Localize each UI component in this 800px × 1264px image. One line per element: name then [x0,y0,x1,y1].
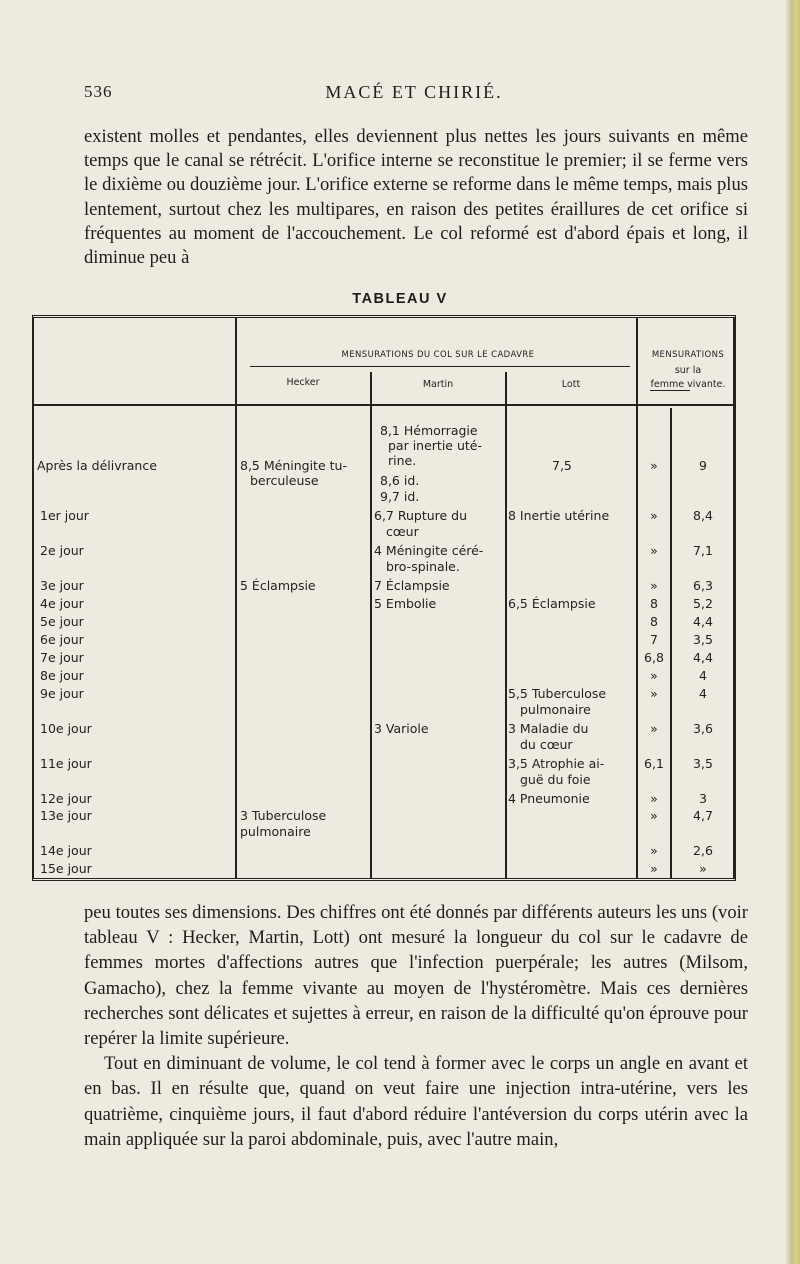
cell-lott: 3 Maladie du [508,721,589,736]
cell-martin: 9,7 id. [380,489,420,504]
cell-vivante-1: » [650,861,658,876]
row-label: 13e jour [40,808,92,823]
row-label: 1er jour [40,508,89,523]
group-label-vivante-3: femme vivante. [650,379,726,390]
cell-vivante-1: » [650,686,658,701]
cell-lott: 4 Pneumonie [508,791,590,806]
row-label: 6e jour [40,632,84,647]
cell-vivante-2: 4 [699,686,707,701]
header-rule [32,404,736,406]
table-title: TABLEAU V [352,291,448,307]
row-label: 3e jour [40,578,84,593]
cell-martin: 6,7 Rupture du [374,508,468,523]
row-label: 11e jour [40,756,92,771]
cell-martin: 7 Éclampsie [374,578,450,593]
cell-hecker: 8,5 Méningite tu- [240,458,347,473]
cell-vivante-2: 4,4 [693,614,713,629]
cell-martin: 8,6 id. [380,473,420,488]
cell-vivante-1: 7 [650,632,658,647]
cell-vivante-1: 6,1 [644,756,664,771]
cell-vivante-1: » [650,458,658,473]
col-header-hecker: Hecker [286,377,320,388]
paragraph-bottom-part2: Tout en diminuant de volume, le col tend à former avec le corps un angle en avant et en bas. Il en résulte que, quand on veut faire une injection intra-utérine, vers les quatrième, cinquième jours, il faut d'abord réduire l'antéversion du corps utérin avec la main appliquée sur la paroi abdominale, puis, avec l'autre main, [84,1053,748,1150]
cell-martin: par inertie uté- [388,438,482,453]
cell-lott: 6,5 Éclampsie [508,596,596,611]
cell-lott: pulmonaire [520,702,591,717]
cell-hecker: 5 Éclampsie [240,578,316,593]
cell-martin: bro-spinale. [386,559,460,574]
col-header-martin: Martin [422,379,454,390]
cell-martin: cœur [386,524,419,539]
col-rule-2 [370,372,372,879]
cell-vivante-2: 3,6 [693,721,713,736]
col-rule-1 [235,318,237,879]
cell-vivante-2: » [699,861,707,876]
cell-lott: 3,5 Atrophie ai- [508,756,605,771]
cell-vivante-1: 8 [650,596,658,611]
col-header-lott: Lott [561,379,581,390]
cell-vivante-2: 4,4 [693,650,713,665]
cell-lott: guë du foie [520,772,591,787]
col-rule-3 [505,372,507,879]
cell-vivante-1: » [650,791,658,806]
cell-vivante-1: » [650,721,658,736]
cell-vivante-1: 8 [650,614,658,629]
row-label: 9e jour [40,686,84,701]
group-label-vivante-2: sur la [674,365,702,376]
cell-vivante-2: 3 [699,791,707,806]
row-label: 7e jour [40,650,84,665]
cell-vivante-1: » [650,668,658,683]
cell-vivante-2: 5,2 [693,596,713,611]
cell-vivante-2: 8,4 [693,508,713,523]
cell-hecker: berculeuse [250,473,319,488]
group-underline [250,366,630,367]
cell-lott: 5,5 Tuberculose [508,686,607,701]
running-title: MACÉ ET CHIRIÉ. [325,82,503,102]
cell-martin: 8,1 Hémorragie [380,423,478,438]
cell-martin: 5 Embolie [374,596,437,611]
row-label: 2e jour [40,543,84,558]
group-label-cadavre: MENSURATIONS DU COL SUR LE CADAVRE [341,350,535,360]
cell-martin: 4 Méningite céré- [374,543,484,558]
row-label: 14e jour [40,843,92,858]
group-label-vivante: MENSURATIONS [651,350,725,360]
cell-vivante-2: 7,1 [693,543,713,558]
cell-vivante-2: 4,7 [693,808,713,823]
cell-lott: du cœur [520,737,573,752]
cell-martin: 3 Variole [374,721,429,736]
paragraph-bottom [84,900,748,1152]
paragraph-bottom-part1: peu toutes ses dimensions. Des chiffres ont été donnés par différents auteurs les uns (voir tableau V : Hecker, Martin, Lott) ont mesuré la longueur du col sur le cadavre de femmes mortes d'affections autres que l'infection puerpérale; les autres (Milsom, Gamacho), chez la femme vivante au moyen de l'hystéromètre. Mais ces dernières recherches sont délicates et sujettes à erreur, en raison de la difficulté qu'on éprouve pour repérer la limite supérieure. [84,902,748,1050]
cell-vivante-2: 4 [699,668,707,683]
page-number: 536 [84,82,113,101]
cell-hecker: pulmonaire [240,824,311,839]
cell-vivante-1: » [650,808,658,823]
row-label: 5e jour [40,614,84,629]
cell-vivante-2: 6,3 [693,578,713,593]
cell-martin: rine. [388,453,417,468]
row-label: 8e jour [40,668,84,683]
cell-lott: 7,5 [552,458,572,473]
cell-lott: 8 Inertie utérine [508,508,610,523]
cell-vivante-2: 2,6 [693,843,713,858]
cell-vivante-2: 3,5 [693,756,713,771]
cell-vivante-1: » [650,508,658,523]
row-label: 4e jour [40,596,84,611]
row-label: Après la délivrance [37,458,157,473]
cell-vivante-1: 6,8 [644,650,664,665]
row-label: 15e jour [40,861,92,876]
cell-vivante-1: » [650,543,658,558]
page-header [84,82,744,106]
cell-vivante-1: » [650,843,658,858]
cell-vivante-2: 3,5 [693,632,713,647]
row-label: 12e jour [40,791,92,806]
cell-hecker: 3 Tuberculose [240,808,327,823]
row-label: 10e jour [40,721,92,736]
cell-vivante-2: 9 [699,458,707,473]
page-edge [786,0,800,1264]
cell-vivante-1: » [650,578,658,593]
paragraph-top: existent molles et pendantes, elles deviennent plus nettes les jours suivants en même temps que le canal se rétrécit. L'orifice interne se reconstitue le premier; il se ferme vers le dixième ou douzième jour. L'orifice externe se reforme dans le même temps, mais plus lentement, surtout chez les multipares, en raison des petites éraillures de cet orifice si fréquentes au moment de l'accouchement. Le col reformé est d'abord épais et long, il diminue peu à [84,126,748,269]
